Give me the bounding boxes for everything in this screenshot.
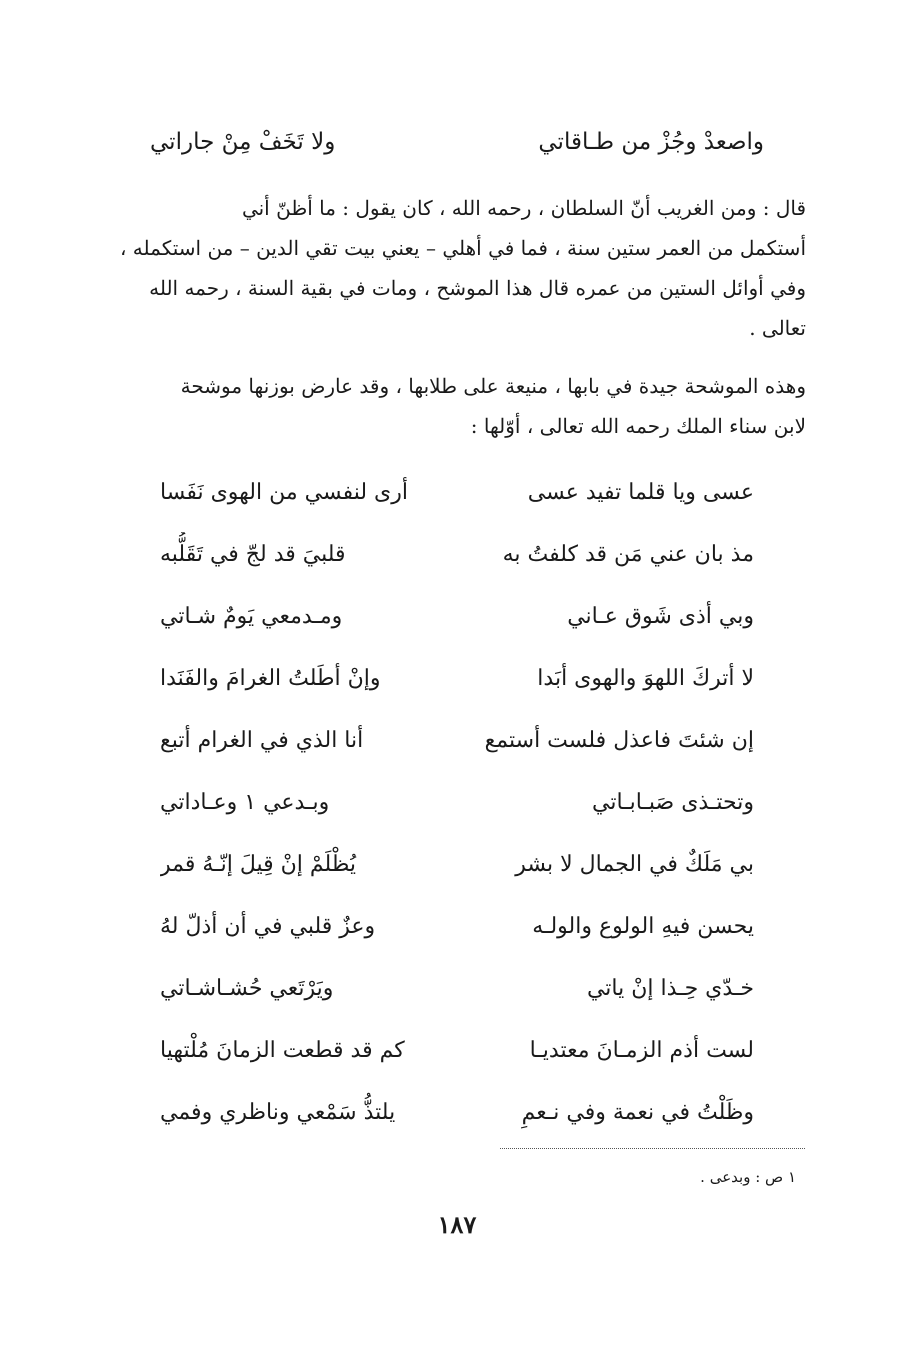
paragraph-author-anecdote [108, 188, 806, 348]
second-hemistich: أنا الذي في الغرام أتبع [160, 728, 364, 753]
paragraph-line: وفي أوائل الستين من عمره قال هذا الموشح ، ومات في بقية السنة ، رحمه الله [149, 276, 806, 300]
poem-line [160, 842, 754, 904]
poem-line [160, 966, 754, 1028]
paragraph-muwashshah-intro [108, 366, 806, 446]
poem [160, 470, 754, 1152]
first-hemistich: يحسن فيهِ الولوع والولـه [532, 914, 754, 939]
first-hemistich: خـدّي حِـذا إنْ ياتي [586, 976, 754, 1001]
first-hemistich: لا أتركَ اللهوَ والهوى أبَدا [537, 666, 754, 691]
first-hemistich: عسى ويا قلما تفيد عسى [527, 480, 754, 505]
poem-line [160, 594, 754, 656]
second-hemistich: وعزٌ قلبي في أن أذلّ لهُ [160, 914, 376, 939]
first-hemistich: بي مَلَكٌ في الجمال لا بشر [515, 852, 754, 877]
first-hemistich: إن شئتَ فاعذل فلست أستمع [484, 728, 754, 753]
poem-line [160, 904, 754, 966]
paragraph-line: تعالى . [749, 316, 806, 340]
poem-line [160, 1090, 754, 1152]
paragraph-line: أستكمل من العمر ستين سنة ، فما في أهلي – يعني بيت تقي الدين – من استكمله ، [119, 236, 806, 260]
second-hemistich: أرى لنفسي من الهوى نَفَسا [160, 480, 409, 505]
paragraph-line: قال : ومن الغريب أنّ السلطان ، رحمه الله ، كان يقول : ما أظنّ أني [241, 196, 806, 220]
second-hemistich: وإنْ أطَلتُ الغرامَ والفَنَدا [160, 666, 381, 691]
second-hemistich: يلتذُّ سَمْعي وناظري وفمي [160, 1100, 396, 1125]
top-verse [150, 122, 764, 162]
poem-line [160, 780, 754, 842]
second-hemistich: يُظْلَمْ إنْ قِيلَ إنّـهُ قمر [160, 852, 357, 877]
second-hemistich: ويَرْتَعي حُشـاشـاتي [160, 976, 334, 1001]
paragraph-line: لابن سناء الملك رحمه الله تعالى ، أوّلها : [470, 414, 806, 438]
page-number: ١٨٧ [437, 1210, 477, 1239]
first-hemistich: وظَلْتُ في نعمة وفي نـعمِ [521, 1100, 754, 1125]
top-verse-first-hemistich: واصعدْ وجُزْ من طـاقاتي [538, 129, 764, 155]
first-hemistich: مذ بان عني مَن قد كلفتُ به [502, 542, 754, 567]
first-hemistich: وتحتـذى صَبـابـاتي [592, 790, 754, 815]
second-hemistich: وبـدعي ١ وعـاداتي [160, 790, 330, 815]
paragraph-line: وهذه الموشحة جيدة في بابها ، منيعة على طلابها ، وقد عارض بوزنها موشحة [180, 374, 806, 398]
footnote-divider [500, 1148, 805, 1149]
second-hemistich: كم قد قطعت الزمانَ مُلْتهيا [160, 1038, 405, 1063]
second-hemistich: قلبيَ قد لجّ في تَقَلُّبه [160, 542, 346, 567]
top-verse-second-hemistich: ولا تَخَفْ مِنْ جاراتي [150, 129, 336, 155]
poem-line [160, 470, 754, 532]
second-hemistich: ومـدمعي يَومٌ شـاتي [160, 604, 343, 629]
footnote: ١ ص : وبدعى . [700, 1168, 796, 1186]
first-hemistich: وبي أذى شَوق عـاني [567, 604, 754, 629]
poem-line [160, 656, 754, 718]
poem-line [160, 532, 754, 594]
first-hemistich: لست أذم الزمـانَ معتديـا [529, 1038, 754, 1063]
poem-line [160, 1028, 754, 1090]
poem-line [160, 718, 754, 780]
